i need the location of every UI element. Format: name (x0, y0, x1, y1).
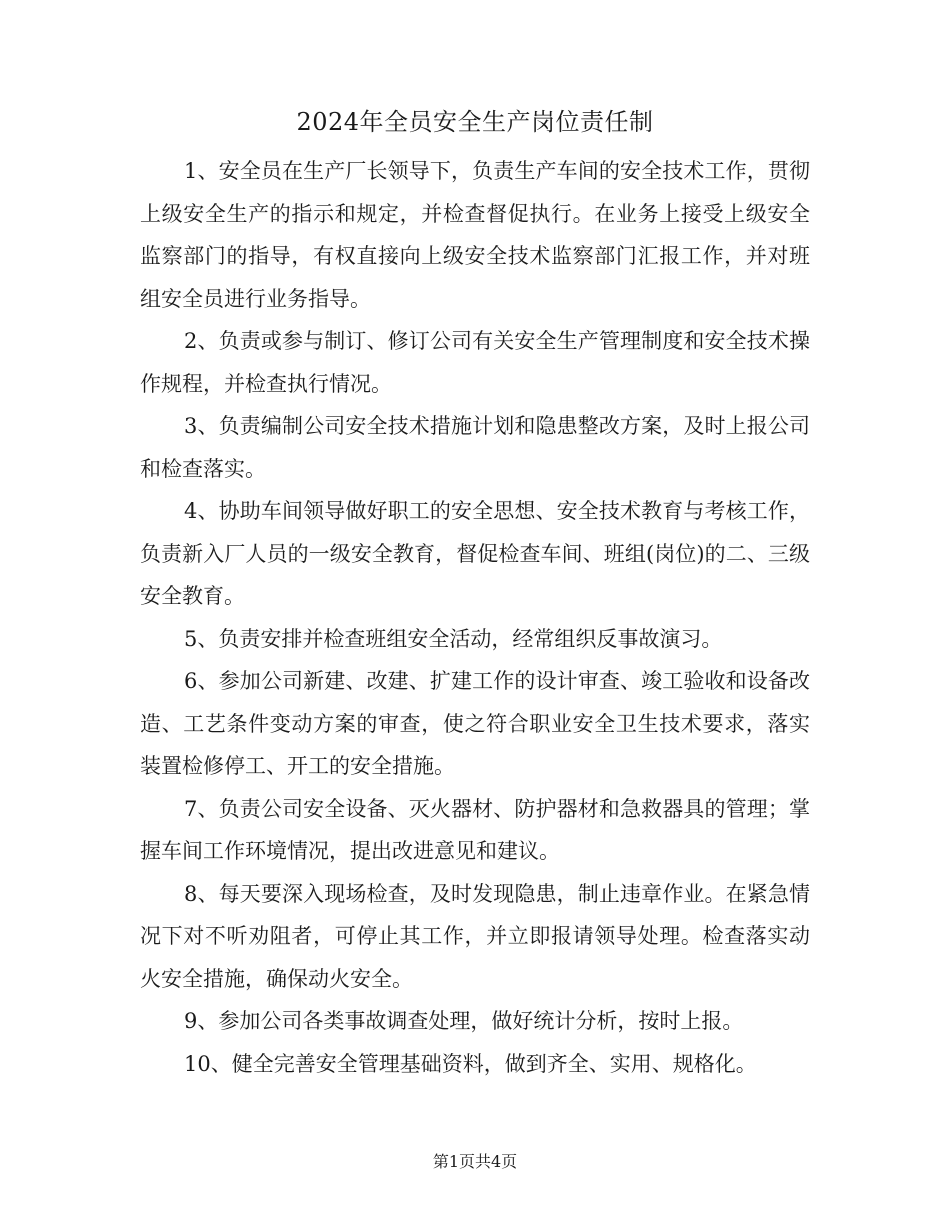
paragraph-9: 9、参加公司各类事故调查处理，做好统计分析，按时上报。 (184, 1009, 744, 1033)
paragraph-3: 3、负责编制公司安全技术措施计划和隐患整改方案，及时上报公司和检查落实。 (140, 414, 810, 481)
paragraph-5: 5、负责安排并检查班组安全活动，经常组织反事故演习。 (184, 626, 723, 651)
paragraph-8: 8、每天要深入现场检查，及时发现隐患，制止违章作业。在紧急情况下对不听劝阻者，可停止其工作，并立即报请领导处理。检查落实动火安全措施，确保动火安全。 (140, 881, 810, 991)
paragraph-6: 6、参加公司新建、改建、扩建工作的设计审查、竣工验收和设备改造、工艺条件变动方案的审查，使之符合职业安全卫生技术要求，落实装置检修停工、开工的安全措施。 (140, 669, 810, 778)
paragraph-1: 1、安全员在生产厂长领导下，负责生产车间的安全技术工作，贯彻上级安全生产的指示和规定，并检查督促执行。在业务上接受上级安全监察部门的指导，有权直接向上级安全技术监察部门汇报工作，并对班组安全员进行业务指导。 (140, 159, 810, 311)
paragraph-4: 4、协助车间领导做好职工的安全思想、安全技术教育与考核工作，负责新入厂人员的一级安全教育，督促检查车间、班组(岗位)的二、三级安全教育。 (140, 499, 810, 608)
page-number-footer: 第1页共4页 (432, 1152, 518, 1171)
paragraph-10: 10、健全完善安全管理基础资料，做到齐全、实用、规格化。 (184, 1051, 757, 1076)
document-body (140, 150, 810, 1085)
paragraph-2: 2、负责或参与制订、修订公司有关安全生产管理制度和安全技术操作规程，并检查执行情况。 (140, 329, 810, 396)
document-title: 2024年全员安全生产岗位责任制 (296, 108, 654, 136)
paragraph-7: 7、负责公司安全设备、灭火器材、防护器材和急救器具的管理；掌握车间工作环境情况，提出改进意见和建议。 (140, 796, 810, 863)
